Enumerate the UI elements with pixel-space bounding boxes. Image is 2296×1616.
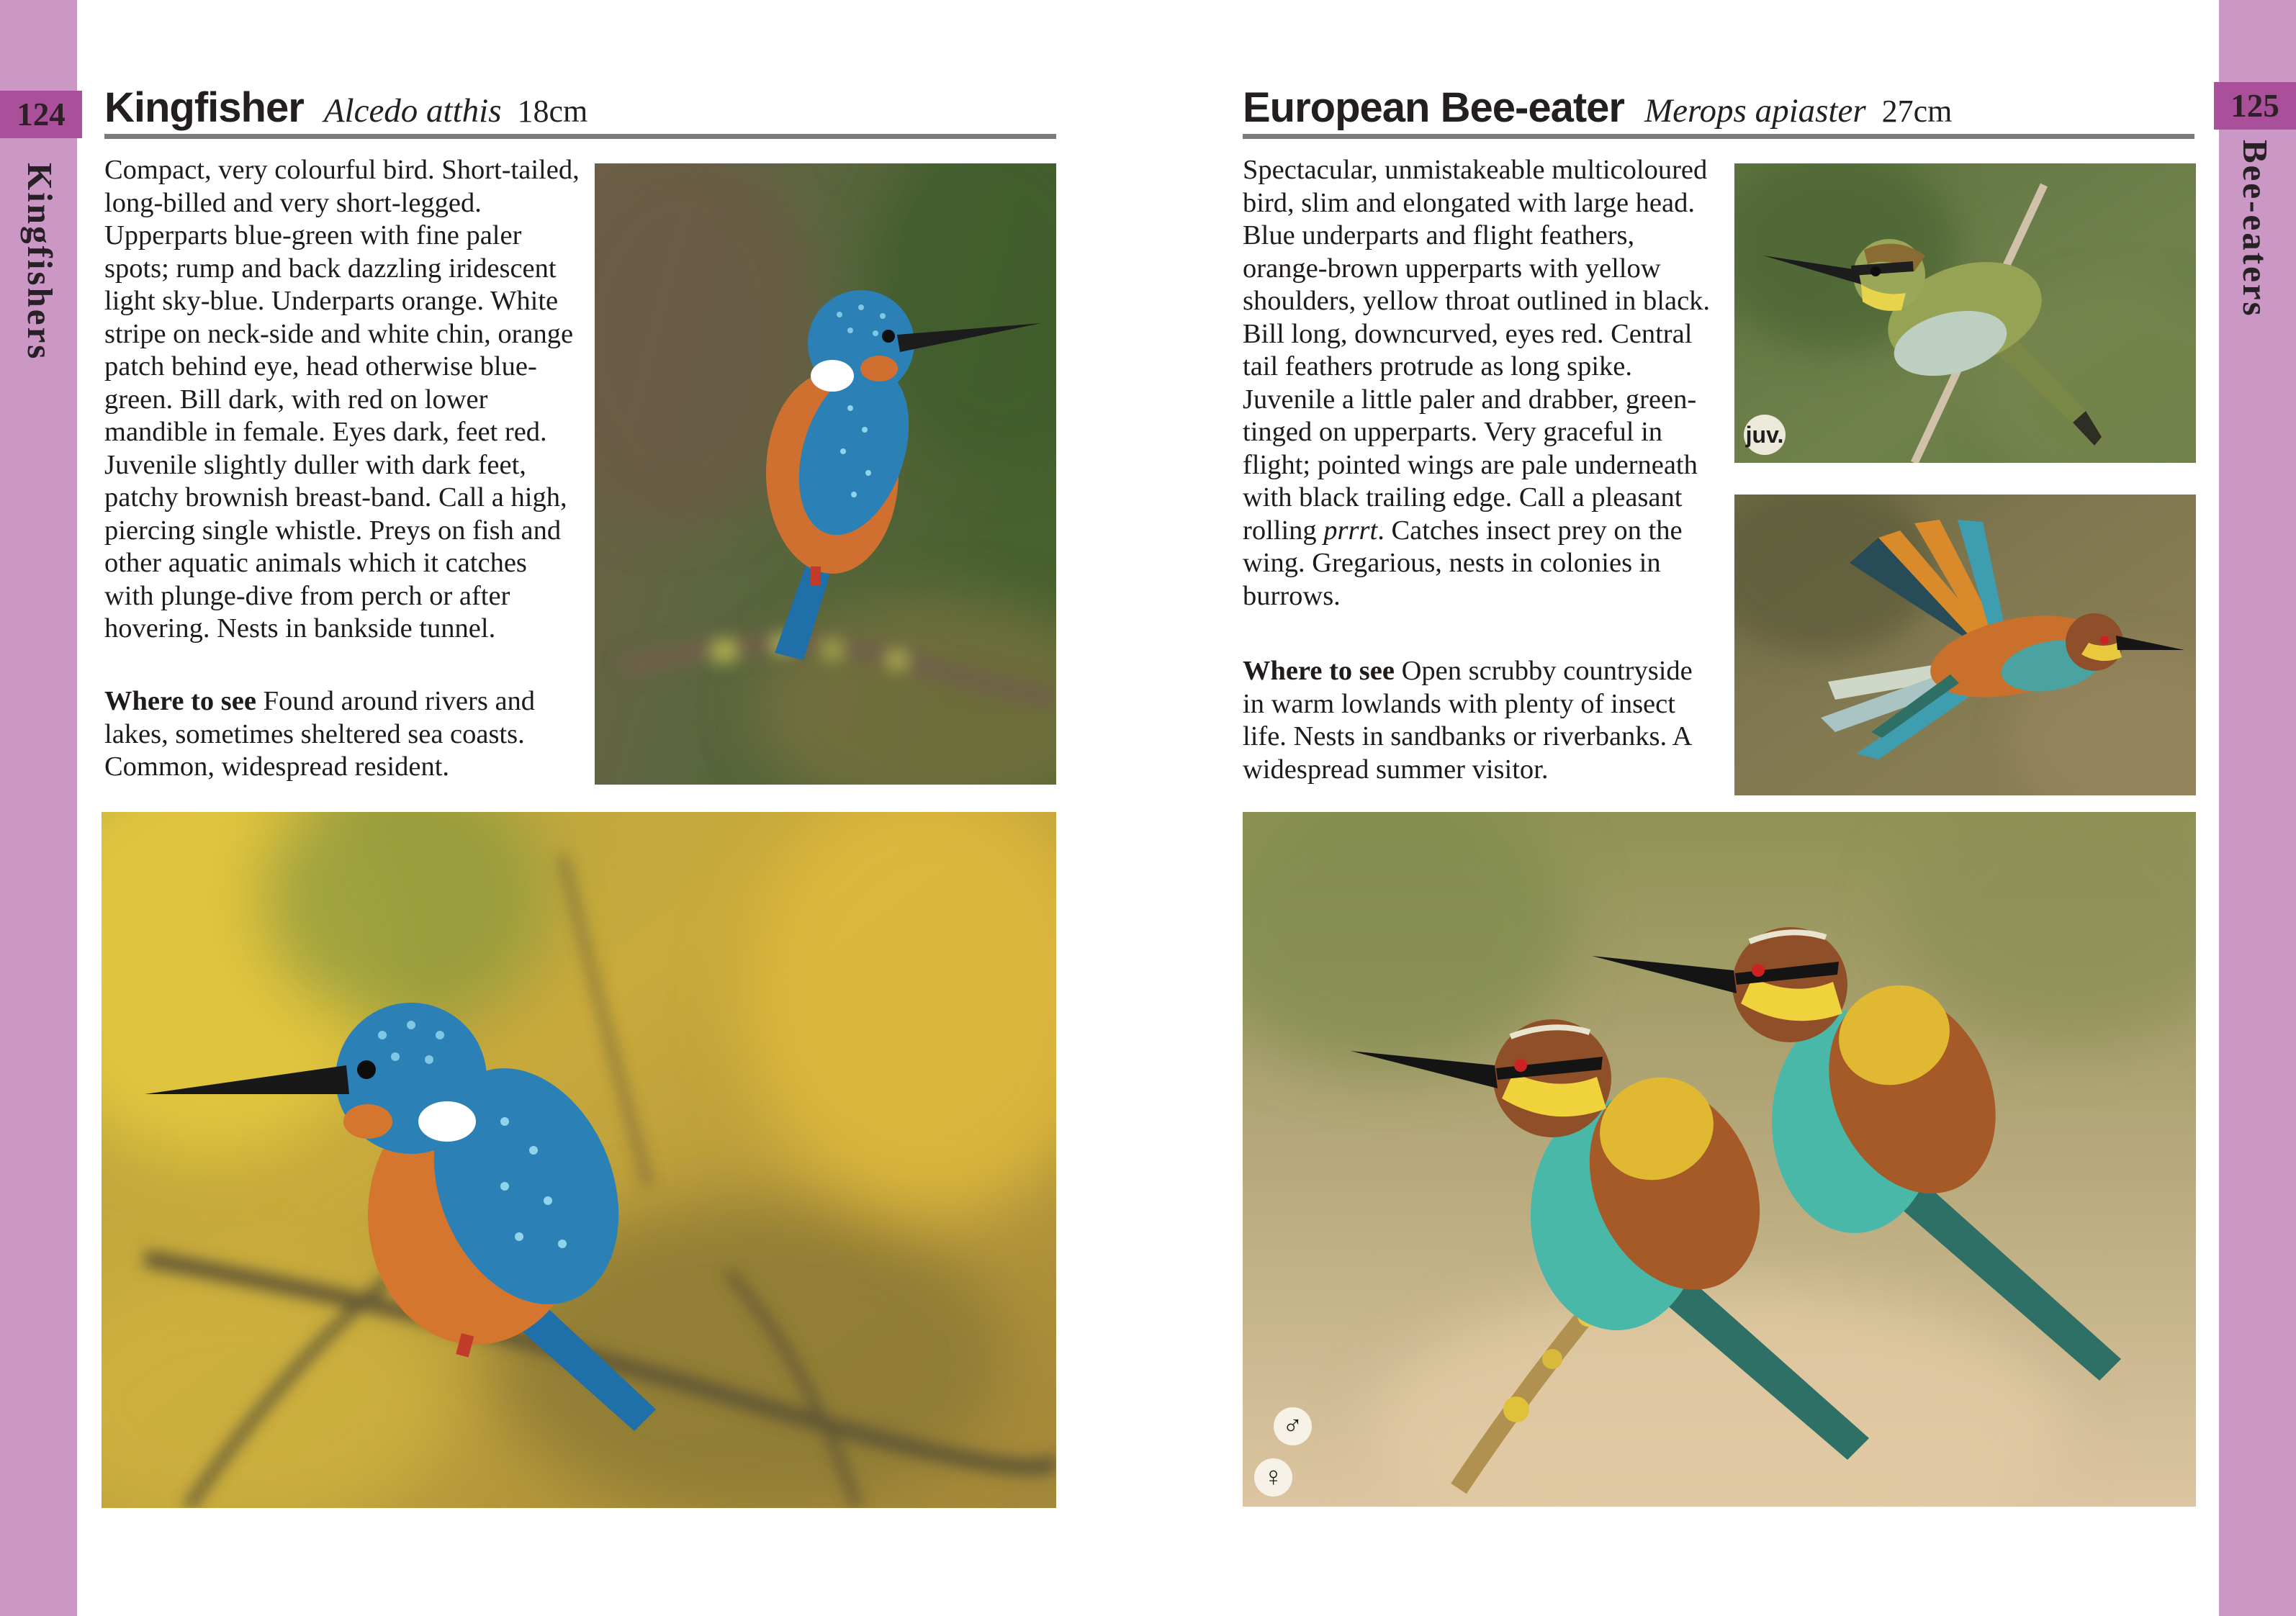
right-page-header: [1243, 83, 1952, 132]
species-title-left: Kingfisher: [104, 84, 304, 131]
photo-bee-eater-pair: [1243, 812, 2196, 1507]
description-right-part1: Spectacular, unmistakeable multicoloured bird, slim and elongated with large head. Blue underparts and flight feathers, orange-brown upperparts with yellow shoulders, yellow throat outlined in black. Bill long, downcurved, eyes red. Central tail feathers protrude as long spike. Juvenile a little paler and drabber, green-tinged on upperparts. Very graceful in flight; pointed wings are pale underneath with black trailing edge. Call a pleasant rolling: [1243, 155, 1711, 546]
male-symbol-badge: ♂: [1274, 1407, 1312, 1445]
scientific-name-right: Merops apiaster: [1644, 92, 1866, 130]
where-to-see-text-left: Found around rivers and lakes, sometimes sheltered sea coasts. Common, widespread resident.: [104, 686, 536, 782]
where-to-see-label-left: Where to see: [104, 686, 256, 716]
photo-kingfisher-perched: [595, 163, 1056, 785]
photo-bee-eater-juvenile: [1734, 163, 2196, 463]
female-symbol-badge: ♀: [1254, 1458, 1292, 1497]
header-rule-left: [104, 134, 1056, 139]
header-rule-right: [1243, 134, 2194, 139]
call-word-italic: prrrt: [1323, 515, 1378, 546]
where-to-see-label-right: Where to see: [1243, 656, 1395, 686]
left-page-header: [104, 83, 587, 132]
right-page-number-tab: 125: [2214, 82, 2296, 130]
left-sidebar-group-label: Kingfishers: [20, 163, 60, 361]
where-to-see-left: [104, 685, 581, 784]
left-page-number-tab: 124: [0, 91, 82, 138]
right-sidebar-group-label: Bee-eaters: [2236, 140, 2275, 318]
species-description-right: [1243, 154, 1716, 613]
photo-kingfisher-autumn: [102, 812, 1056, 1508]
species-length-left: 18cm: [517, 94, 588, 129]
photo-bee-eater-flying: [1734, 495, 2196, 795]
where-to-see-text-right: Open scrubby countryside in warm lowlands with plenty of insect life. Nests in sandbanks or riverbanks. A widespread summer visitor.: [1243, 656, 1693, 785]
species-description-left: Compact, very colourful bird. Short-tailed, long-billed and very short-legged. Upperparts blue-green with fine paler spots; rump and back dazzling iridescent light sky-blue. Underparts orange. White stripe on neck-side and white chin, orange patch behind eye, head otherwise blue-green. Bill dark, with red on lower mandible in female. Eyes dark, feet red. Juvenile slightly duller with dark feet, patchy brownish breast-band. Call a high, piercing single whistle. Preys on fish and other aquatic animals which it catches with plunge-dive from perch or after hovering. Nests in bankside tunnel.: [104, 155, 580, 644]
description-right-part2: . Catches insect prey on the wing. Gregarious, nests in colonies in burrows.: [1243, 515, 1683, 611]
species-title-right: European Bee-eater: [1243, 84, 1624, 131]
juvenile-badge: juv.: [1744, 415, 1786, 455]
species-length-right: 27cm: [1881, 94, 1953, 129]
scientific-name-left: Alcedo atthis: [323, 92, 502, 130]
where-to-see-right: [1243, 655, 1716, 786]
